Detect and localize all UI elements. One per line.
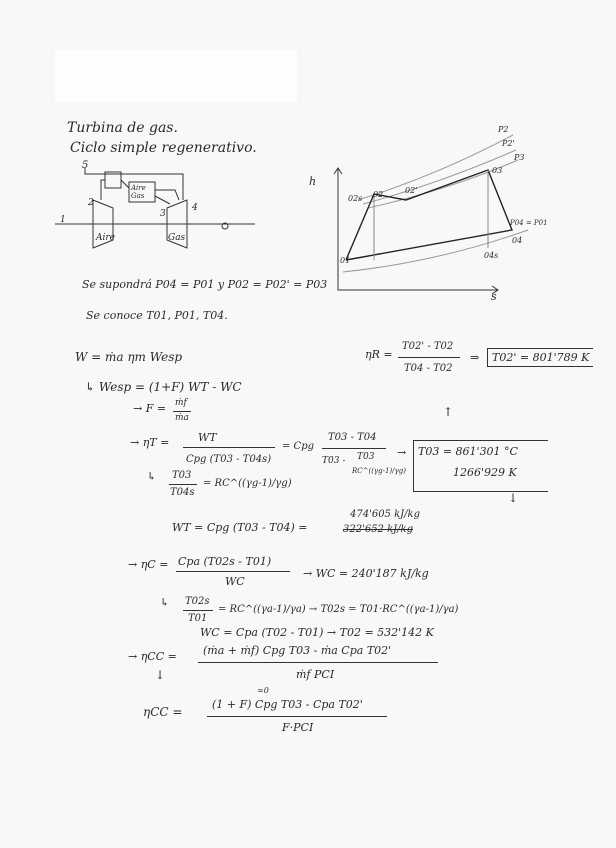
eq-eta-cc-num: (ṁa + ṁf) Cpg T03 - ṁa Cpa T02' [203,644,392,657]
eq-t03-kelvin: 1266'929 K [453,466,517,479]
hs-iso-p4: P04 = P01 [510,219,548,227]
hs-point-02p: 02' [405,186,418,195]
eq-eta-cc2-zero: ≈0 [257,686,269,695]
eq-eta-c-den: WC [225,575,245,588]
compressor-label: Aire [96,233,116,243]
hs-point-02s: 02s [348,194,363,203]
eq-f-lhs: → F = [133,402,167,415]
redacted-header-box [55,50,297,102]
eq-eta-r-arrow: ⇒ [470,351,480,364]
eq-eta-t-bar [183,447,275,448]
eq-t03s-rhs: = RC^((γg-1)/γg) [203,478,292,489]
eq-eta-r-num: T02' - T02 [402,341,454,352]
regenerator-label: Aire Gas [131,184,146,200]
eq-eta-t-den: Cpg (T03 - T04s) [186,454,272,465]
eq-eta-cc-den: ṁf PCI [296,668,335,681]
hs-iso-p3: P3 [514,153,525,162]
hs-point-01: 01 [340,256,351,265]
eq-eta-c-lhs: → ηC = [128,558,169,571]
schematic-label-1: 1 [60,215,66,225]
hs-y-axis-label: h [309,175,317,188]
eq-t03-celsius: T03 = 861'301 °C [418,445,518,458]
title-line-2: Ciclo simple regenerativo. [70,140,257,156]
hs-x-axis-label: s [491,290,497,303]
eq-wc-bracket-arrow: ↳ [160,596,170,609]
eq-eta-t-arrow: → [397,446,407,459]
hs-iso-p2p: P2' [502,139,515,148]
eq-t02s-rhs: = RC^((γa-1)/γa) → T02s = T01·RC^((γa-1)/γa) [218,604,459,615]
eq-t02s-num: T02s [185,596,210,607]
eq-eta-t-lhs: → ηT = [130,436,170,449]
schematic-label-2: 2 [88,198,94,208]
down-arrow-2: ↓ [155,668,166,682]
eq-turbine-work: WT = Cpg (T03 - T04) = [172,521,308,534]
eq-specific-work: ↳ Wesp = (1+F) WT - WC [85,380,242,394]
eq-eta-cc2-num: (1 + F) Cpg T03 - Cpa T02' [212,698,363,711]
down-arrow: ↓ [508,491,519,505]
eq-t03s-den: T04s [170,487,195,498]
hs-point-02: 02 [373,190,384,199]
eq-f-bar [173,411,191,412]
eq-bracket-arrow: ↳ [147,470,157,483]
known-values-text: Se conoce T01, P01, T04. [86,309,228,322]
turbine-label: Gas [168,233,186,243]
eq-eta-t-mid-den-b: T03 [357,452,375,462]
eq-f-den: ṁa [175,413,189,423]
eq-t02s-bar [183,610,213,611]
hs-point-03: 03 [492,166,503,175]
eq-eta-r-lhs: ηR = [365,348,393,361]
eq-power: W = ṁa ηm Wesp [75,350,183,364]
eq-eta-t-mid-den-a: T03 - [322,456,346,466]
eq-t03s-num: T03 [172,470,192,481]
eq-eta-r-bar [398,357,460,358]
eq-eta-r-den: T04 - T02 [404,363,453,374]
eq-t02s-den: T01 [188,613,208,624]
eq-eta-cc-lhs: → ηCC = [128,650,177,663]
up-arrow: ↑ [443,405,454,419]
hs-point-04s: 04s [484,251,499,260]
eq-wt-crossed-out: 322'652 kJ/kg [343,524,413,535]
eq-wt-value: 474'605 kJ/kg [350,509,420,520]
eq-eta-c-bar [176,571,290,572]
eq-eta-c-num: Cpa (T02s - T01) [178,555,272,568]
eq-wc-result: → WC = 240'187 kJ/kg [303,567,429,580]
eq-f-num: ṁf [175,398,187,408]
hs-point-04: 04 [512,236,523,245]
schematic-label-3: 3 [160,209,166,219]
eq-eta-cc2-bar [207,716,387,717]
eq-t02p-result: T02' = 801'789 K [487,348,593,367]
title-line-1: Turbina de gas. [67,120,178,136]
eq-eta-cc2-lhs: ηCC = [143,705,183,719]
schematic-label-5: 5 [82,160,89,171]
eq-eta-t-num: WT [198,431,217,444]
eq-wc-t02: WC = Cpa (T02 - T01) → T02 = 532'142 K [200,626,434,639]
eq-eta-t-mid-den-c: RC^((γg-1)/γg) [352,467,406,475]
hs-iso-p2: P2 [498,125,509,134]
eq-t03s-bar [169,484,197,485]
eq-eta-cc2-den: F·PCI [282,721,314,734]
eq-eta-cc-bar [198,662,438,663]
eq-eta-t-mid: = Cpg [282,441,315,452]
assumption-text: Se supondrá P04 = P01 y P02 = P02' = P03 [82,278,328,291]
eq-eta-t-mid-num: T03 - T04 [328,432,377,443]
schematic-label-4: 4 [192,203,198,213]
eq-eta-t-mid-bar [322,448,386,449]
